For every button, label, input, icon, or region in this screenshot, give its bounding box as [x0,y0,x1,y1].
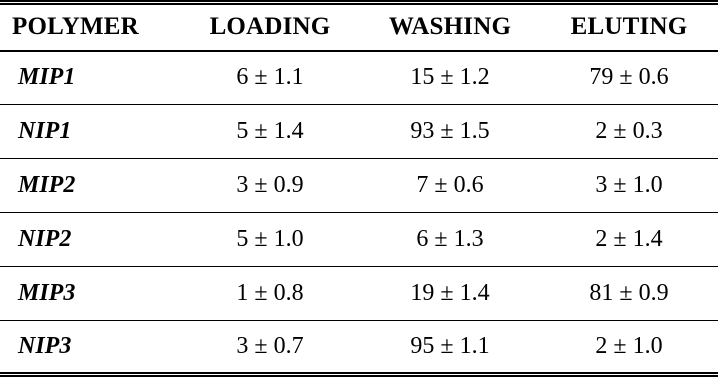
table-row [0,51,718,105]
table-row [0,267,718,321]
header-eluting: ELUTING [540,3,718,51]
washing-cell: 15 ± 1.2 [360,51,540,105]
table-row [0,105,718,159]
loading-cell: 1 ± 0.8 [180,267,360,321]
table-body [0,51,718,375]
loading-cell: 5 ± 1.0 [180,213,360,267]
washing-cell: 7 ± 0.6 [360,159,540,213]
polymer-name-cell: NIP2 [0,213,180,267]
eluting-cell: 2 ± 0.3 [540,105,718,159]
loading-cell: 6 ± 1.1 [180,51,360,105]
table-row [0,213,718,267]
eluting-cell: 81 ± 0.9 [540,267,718,321]
polymer-name-cell: NIP1 [0,105,180,159]
washing-cell: 19 ± 1.4 [360,267,540,321]
eluting-cell: 3 ± 1.0 [540,159,718,213]
polymer-name-cell: MIP3 [0,267,180,321]
table-header [0,3,718,51]
eluting-cell: 2 ± 1.4 [540,213,718,267]
eluting-cell: 2 ± 1.0 [540,321,718,375]
eluting-cell: 79 ± 0.6 [540,51,718,105]
polymer-name-cell: MIP2 [0,159,180,213]
loading-cell: 3 ± 0.7 [180,321,360,375]
loading-cell: 3 ± 0.9 [180,159,360,213]
polymer-name-cell: MIP1 [0,51,180,105]
header-polymer: POLYMER [0,3,180,51]
header-loading: LOADING [180,3,360,51]
washing-cell: 6 ± 1.3 [360,213,540,267]
washing-cell: 93 ± 1.5 [360,105,540,159]
washing-cell: 95 ± 1.1 [360,321,540,375]
polymer-name-cell: NIP3 [0,321,180,375]
table-row [0,159,718,213]
header-row [0,3,718,51]
loading-cell: 5 ± 1.4 [180,105,360,159]
table-row [0,321,718,375]
header-washing: WASHING [360,3,540,51]
